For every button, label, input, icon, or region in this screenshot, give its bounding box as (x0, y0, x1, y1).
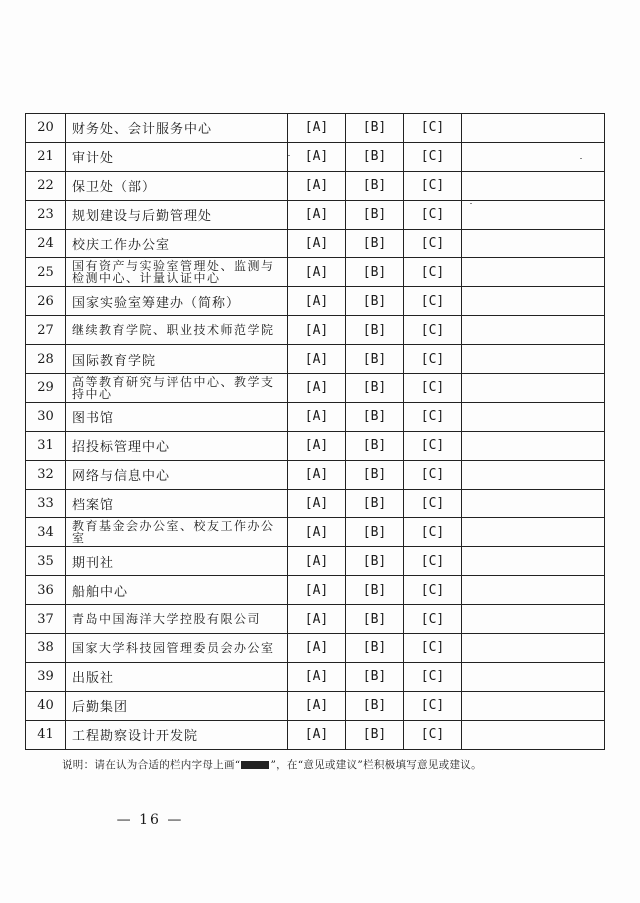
option-a[interactable]: [A] (288, 114, 346, 143)
scan-speck (470, 203, 472, 204)
row-number: 26 (26, 287, 66, 316)
row-number: 23 (26, 200, 66, 229)
table-row (26, 258, 605, 287)
scan-speck (580, 158, 582, 159)
table-row (26, 634, 605, 663)
suggestion-cell[interactable] (462, 316, 605, 345)
option-a[interactable]: [A] (288, 518, 346, 547)
table-row (26, 662, 605, 691)
option-c[interactable]: [C] (404, 114, 462, 143)
suggestion-cell[interactable] (462, 634, 605, 663)
option-a[interactable]: [A] (288, 171, 346, 200)
table-row (26, 142, 605, 171)
suggestion-cell[interactable] (462, 547, 605, 576)
unit-name: 校庆工作办公室 (66, 229, 288, 258)
option-b[interactable]: [B] (346, 489, 404, 518)
row-number: 35 (26, 547, 66, 576)
option-b[interactable]: [B] (346, 229, 404, 258)
suggestion-cell[interactable] (462, 489, 605, 518)
scan-speck (288, 155, 290, 156)
suggestion-cell[interactable] (462, 200, 605, 229)
option-a[interactable]: [A] (288, 229, 346, 258)
table-row (26, 489, 605, 518)
suggestion-cell[interactable] (462, 345, 605, 374)
option-b[interactable]: [B] (346, 402, 404, 431)
option-c[interactable]: [C] (404, 489, 462, 518)
row-number: 33 (26, 489, 66, 518)
unit-name: 期刊社 (66, 547, 288, 576)
table-row (26, 460, 605, 489)
unit-name: 规划建设与后勤管理处 (66, 200, 288, 229)
option-b[interactable]: [B] (346, 605, 404, 634)
option-c[interactable]: [C] (404, 460, 462, 489)
option-c[interactable]: [C] (404, 662, 462, 691)
suggestion-cell[interactable] (462, 576, 605, 605)
table-row (26, 605, 605, 634)
suggestion-cell[interactable] (462, 229, 605, 258)
unit-name: 国有资产与实验室管理处、监测与检测中心、计量认证中心 (66, 258, 288, 287)
option-a[interactable]: [A] (288, 634, 346, 663)
option-b[interactable]: [B] (346, 316, 404, 345)
row-number: 38 (26, 634, 66, 663)
row-number: 29 (26, 374, 66, 403)
option-a[interactable]: [A] (288, 662, 346, 691)
option-b[interactable]: [B] (346, 431, 404, 460)
table-row (26, 374, 605, 403)
option-b[interactable]: [B] (346, 634, 404, 663)
row-number: 41 (26, 720, 66, 749)
table-row (26, 114, 605, 143)
option-b[interactable]: [B] (346, 720, 404, 749)
option-c[interactable]: [C] (404, 374, 462, 403)
row-number: 21 (26, 142, 66, 171)
redaction-mark (241, 761, 269, 769)
note-suffix: ”，在“意见或建议”栏积极填写意见或建议。 (270, 759, 482, 771)
row-number: 20 (26, 114, 66, 143)
option-b[interactable]: [B] (346, 518, 404, 547)
unit-name: 工程勘察设计开发院 (66, 720, 288, 749)
suggestion-cell[interactable] (462, 142, 605, 171)
option-c[interactable]: [C] (404, 200, 462, 229)
row-number: 36 (26, 576, 66, 605)
suggestion-cell[interactable] (462, 518, 605, 547)
row-number: 31 (26, 431, 66, 460)
unit-name: 档案馆 (66, 489, 288, 518)
option-c[interactable]: [C] (404, 605, 462, 634)
table-row (26, 316, 605, 345)
option-a[interactable]: [A] (288, 576, 346, 605)
option-b[interactable]: [B] (346, 287, 404, 316)
table-row (26, 547, 605, 576)
option-b[interactable]: [B] (346, 460, 404, 489)
option-c[interactable]: [C] (404, 171, 462, 200)
row-number: 34 (26, 518, 66, 547)
table-row (26, 431, 605, 460)
option-a[interactable]: [A] (288, 720, 346, 749)
suggestion-cell[interactable] (462, 374, 605, 403)
instruction-note (62, 757, 622, 772)
row-number: 27 (26, 316, 66, 345)
table-row (26, 576, 605, 605)
option-a[interactable]: [A] (288, 142, 346, 171)
row-number: 22 (26, 171, 66, 200)
unit-name: 出版社 (66, 662, 288, 691)
row-number: 40 (26, 691, 66, 720)
option-a[interactable]: [A] (288, 431, 346, 460)
unit-name: 网络与信息中心 (66, 460, 288, 489)
suggestion-cell[interactable] (462, 605, 605, 634)
unit-name: 教育基金会办公室、校友工作办公室 (66, 518, 288, 547)
table-row (26, 691, 605, 720)
unit-name: 船舶中心 (66, 576, 288, 605)
row-number: 37 (26, 605, 66, 634)
table-row (26, 720, 605, 749)
option-b[interactable]: [B] (346, 547, 404, 576)
row-number: 39 (26, 662, 66, 691)
option-c[interactable]: [C] (404, 431, 462, 460)
option-c[interactable]: [C] (404, 229, 462, 258)
option-c[interactable]: [C] (404, 345, 462, 374)
unit-name: 招投标管理中心 (66, 431, 288, 460)
option-b[interactable]: [B] (346, 200, 404, 229)
option-b[interactable]: [B] (346, 258, 404, 287)
suggestion-cell[interactable] (462, 720, 605, 749)
unit-name: 国家实验室筹建办（简称） (66, 287, 288, 316)
option-a[interactable]: [A] (288, 402, 346, 431)
option-c[interactable]: [C] (404, 402, 462, 431)
option-b[interactable]: [B] (346, 662, 404, 691)
evaluation-table (25, 113, 605, 750)
suggestion-cell[interactable] (462, 114, 605, 143)
option-a[interactable]: [A] (288, 287, 346, 316)
unit-name: 图书馆 (66, 402, 288, 431)
option-c[interactable]: [C] (404, 518, 462, 547)
option-c[interactable]: [C] (404, 634, 462, 663)
option-a[interactable]: [A] (288, 200, 346, 229)
option-c[interactable]: [C] (404, 576, 462, 605)
option-b[interactable]: [B] (346, 142, 404, 171)
row-number: 24 (26, 229, 66, 258)
option-b[interactable]: [B] (346, 576, 404, 605)
table-row (26, 402, 605, 431)
unit-name: 国际教育学院 (66, 345, 288, 374)
suggestion-cell[interactable] (462, 258, 605, 287)
row-number: 25 (26, 258, 66, 287)
option-c[interactable]: [C] (404, 720, 462, 749)
note-prefix: 说明：请在认为合适的栏内字母上画“ (62, 759, 241, 771)
option-a[interactable]: [A] (288, 460, 346, 489)
unit-name: 国家大学科技园管理委员会办公室 (66, 634, 288, 663)
unit-name: 审计处 (66, 142, 288, 171)
table-row (26, 518, 605, 547)
suggestion-cell[interactable] (462, 287, 605, 316)
option-c[interactable]: [C] (404, 547, 462, 576)
unit-name: 财务处、会计服务中心 (66, 114, 288, 143)
unit-name: 高等教育研究与评估中心、教学支持中心 (66, 374, 288, 403)
suggestion-cell[interactable] (462, 171, 605, 200)
table-row (26, 229, 605, 258)
unit-name: 青岛中国海洋大学控股有限公司 (66, 605, 288, 634)
table-row (26, 200, 605, 229)
table-row (26, 345, 605, 374)
option-c[interactable]: [C] (404, 142, 462, 171)
option-b[interactable]: [B] (346, 374, 404, 403)
option-c[interactable]: [C] (404, 287, 462, 316)
option-b[interactable]: [B] (346, 114, 404, 143)
option-a[interactable]: [A] (288, 489, 346, 518)
option-a[interactable]: [A] (288, 345, 346, 374)
row-number: 30 (26, 402, 66, 431)
option-a[interactable]: [A] (288, 605, 346, 634)
unit-name: 后勤集团 (66, 691, 288, 720)
option-a[interactable]: [A] (288, 691, 346, 720)
suggestion-cell[interactable] (462, 402, 605, 431)
suggestion-cell[interactable] (462, 460, 605, 489)
table-row (26, 171, 605, 200)
option-a[interactable]: [A] (288, 316, 346, 345)
option-c[interactable]: [C] (404, 691, 462, 720)
option-c[interactable]: [C] (404, 316, 462, 345)
suggestion-cell[interactable] (462, 431, 605, 460)
option-a[interactable]: [A] (288, 547, 346, 576)
option-b[interactable]: [B] (346, 171, 404, 200)
row-number: 28 (26, 345, 66, 374)
option-b[interactable]: [B] (346, 691, 404, 720)
unit-name: 保卫处（部） (66, 171, 288, 200)
option-a[interactable]: [A] (288, 258, 346, 287)
option-c[interactable]: [C] (404, 258, 462, 287)
page-number: — 16 — (116, 812, 184, 828)
option-a[interactable]: [A] (288, 374, 346, 403)
option-b[interactable]: [B] (346, 345, 404, 374)
suggestion-cell[interactable] (462, 662, 605, 691)
unit-name: 继续教育学院、职业技术师范学院 (66, 316, 288, 345)
table-row (26, 287, 605, 316)
suggestion-cell[interactable] (462, 691, 605, 720)
row-number: 32 (26, 460, 66, 489)
